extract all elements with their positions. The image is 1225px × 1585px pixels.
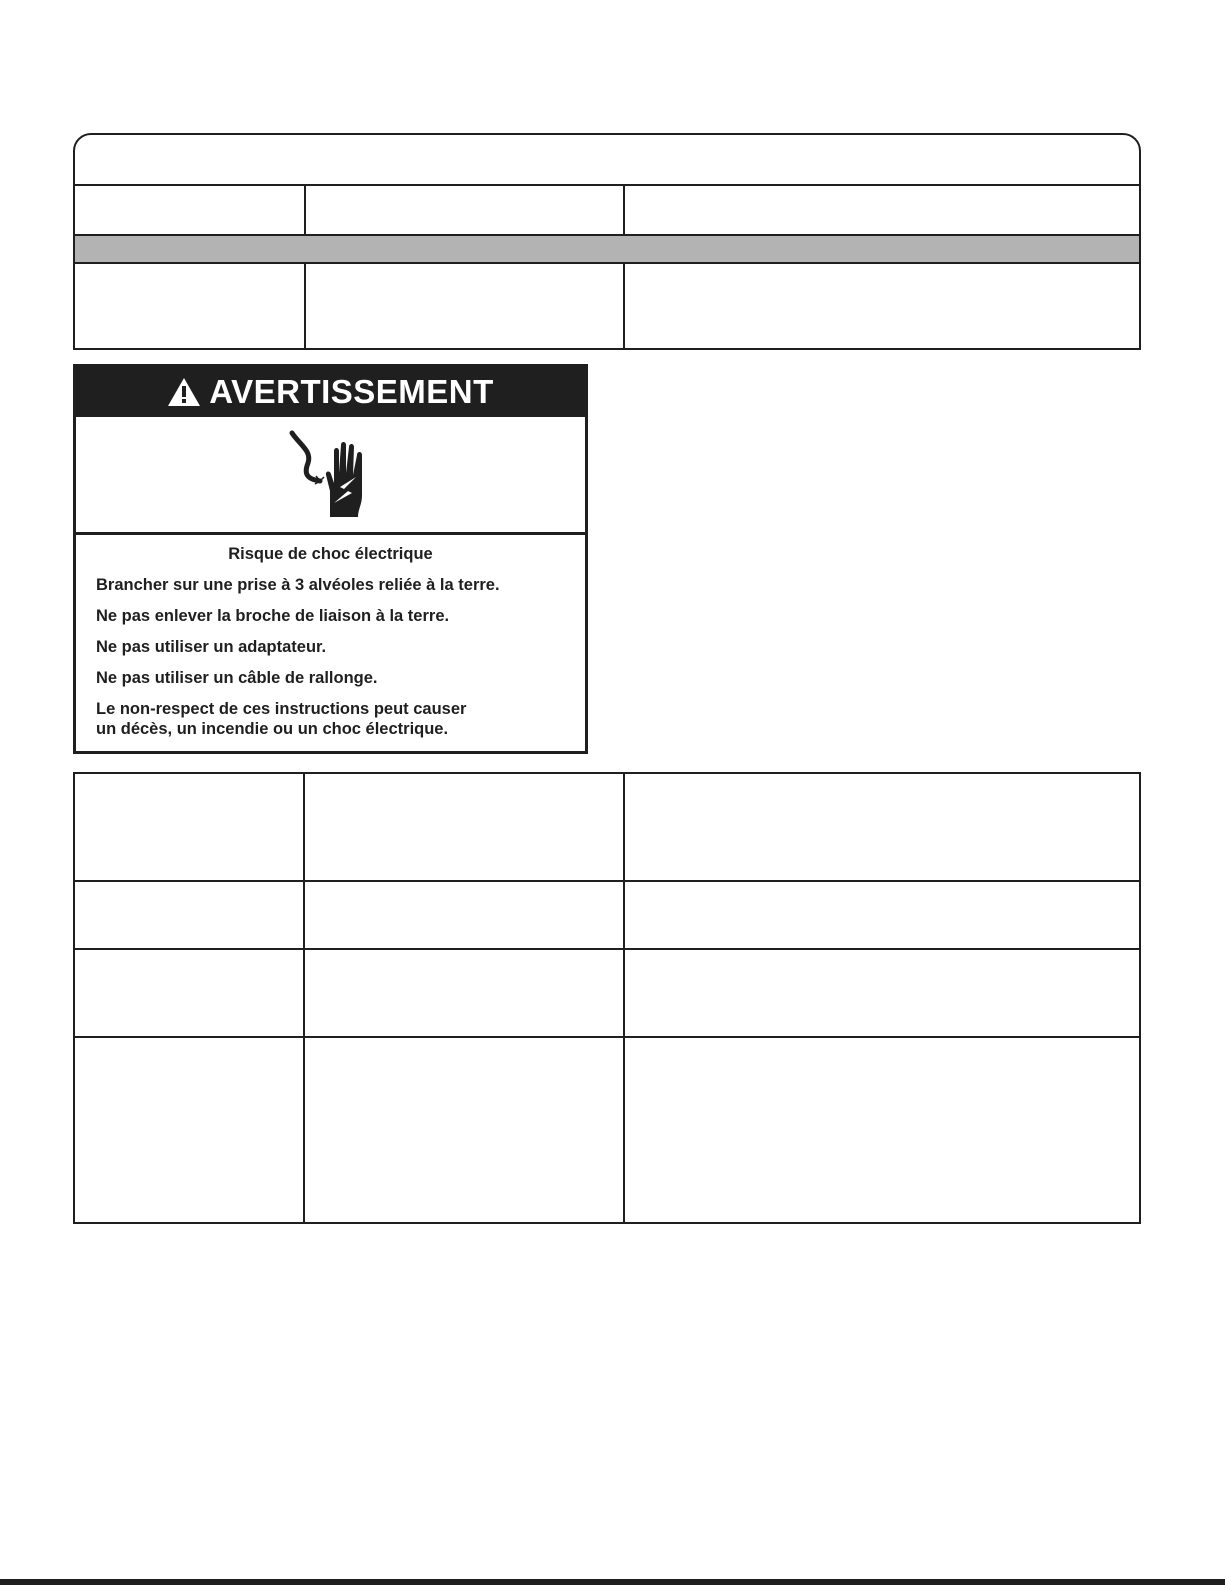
warning-instruction: Ne pas utiliser un câble de rallonge. <box>96 669 378 687</box>
table-cell <box>75 1038 305 1222</box>
warning-header <box>76 367 585 417</box>
warning-instruction: Ne pas utiliser un adaptateur. <box>96 638 327 656</box>
electrical-warning-panel <box>73 364 588 754</box>
table-row <box>75 264 1139 348</box>
electric-shock-hand-icon <box>286 429 376 521</box>
warning-triangle-icon <box>167 377 201 407</box>
warning-instruction: Ne pas enlever la broche de liaison à la terre. <box>96 607 450 625</box>
table-row <box>75 774 1139 882</box>
table-cell <box>305 1038 625 1222</box>
table-cell <box>75 882 305 948</box>
warning-instruction: Brancher sur une prise à 3 alvéoles reliée à la terre. <box>96 576 500 594</box>
table-cell <box>625 882 1139 948</box>
table-section-band <box>75 236 1139 264</box>
table-cell <box>305 882 625 948</box>
table-cell <box>305 774 625 880</box>
table-cell <box>625 1038 1139 1222</box>
troubleshooting-table-bottom <box>73 772 1141 1224</box>
table-row <box>75 950 1139 1038</box>
table-cell <box>75 950 305 1036</box>
hazard-title: Risque de choc électrique <box>228 545 433 563</box>
table-row <box>75 882 1139 950</box>
warning-text <box>76 535 585 739</box>
page-bottom-rule <box>0 1579 1225 1585</box>
warning-symbol-area <box>76 417 585 535</box>
header-cell-solution <box>625 186 1139 234</box>
table-row <box>75 1038 1139 1222</box>
table-cell <box>625 950 1139 1036</box>
table-title-row <box>75 135 1139 186</box>
header-cell-cause <box>306 186 625 234</box>
warning-signal-word: AVERTISSEMENT <box>209 373 494 410</box>
troubleshooting-table-top <box>73 133 1141 350</box>
table-cell <box>625 774 1139 880</box>
warning-consequence: Le non-respect de ces instructions peut causer un décès, un incendie ou un choc électrique. <box>96 700 467 738</box>
table-cell <box>305 950 625 1036</box>
table-header-row <box>75 186 1139 236</box>
table-cell <box>75 264 306 348</box>
table-cell <box>75 774 305 880</box>
table-cell <box>625 264 1139 348</box>
table-cell <box>306 264 625 348</box>
header-cell-problem <box>75 186 306 234</box>
